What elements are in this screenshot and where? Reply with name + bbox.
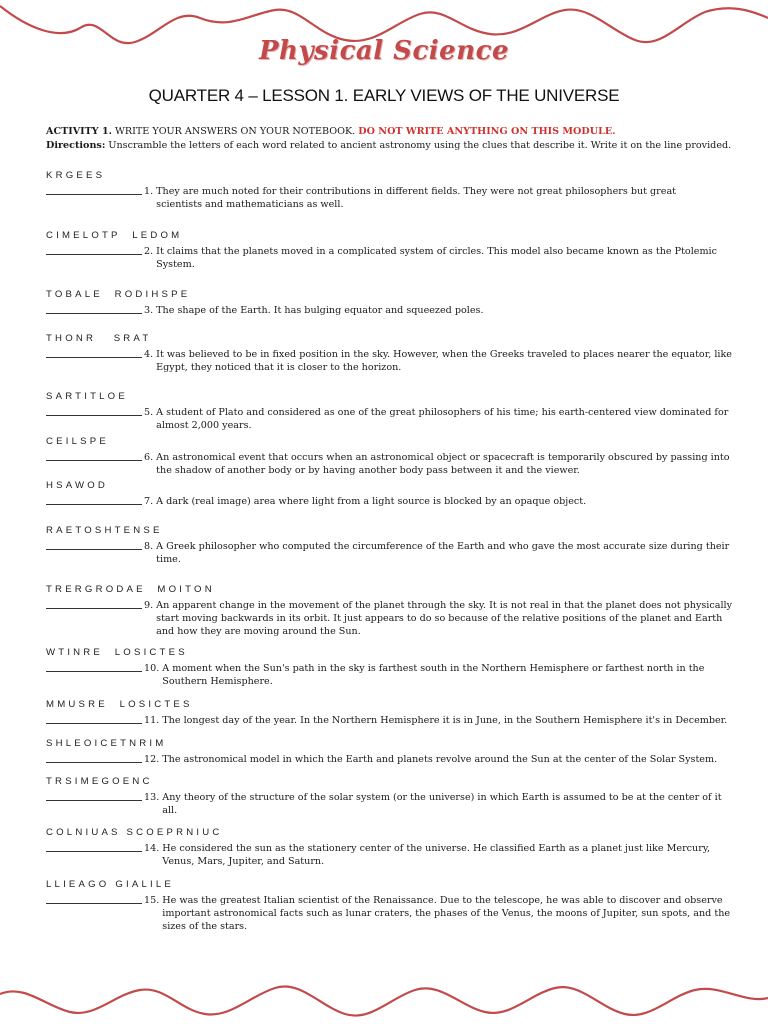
activity-line — [46, 125, 736, 139]
answer-line — [46, 185, 142, 195]
activity-warning: DO NOT WRITE ANYTHING ON THIS MODULE. — [358, 126, 616, 137]
item-number: 14. — [144, 843, 160, 854]
list-item — [46, 827, 736, 868]
item-number: 1. — [144, 186, 154, 197]
item-number: 5. — [144, 407, 154, 418]
answer-line — [46, 791, 142, 801]
clue-text: The astronomical model in which the Earth and planets revolve around the Sun at the center of the Solar System. — [162, 754, 718, 765]
clue-text: A Greek philosopher who computed the circumference of the Earth and who gave the most accurate size during their time. — [156, 541, 730, 565]
item-number: 15. — [144, 895, 160, 906]
scrambled-word: TRSIMEGOENC — [46, 776, 153, 787]
list-item — [46, 584, 736, 638]
list-item — [46, 776, 736, 817]
answer-line — [46, 245, 142, 255]
item-number: 8. — [144, 541, 154, 552]
scrambled-word: CIMELOTP LEDOM — [46, 230, 183, 241]
answer-line — [46, 406, 142, 416]
scrambled-word: WTINRE LOSICTES — [46, 647, 188, 658]
scrambled-word: TOBALE RODIHSPE — [46, 289, 191, 300]
answer-line — [46, 662, 142, 672]
clue-text: It claims that the planets moved in a complicated system of circles. This model also became known as the Ptolemic System. — [156, 246, 717, 270]
clue-text: The shape of the Earth. It has bulging equator and squeezed poles. — [156, 305, 484, 316]
item-number: 10. — [144, 663, 160, 674]
page-title: Physical Science — [259, 36, 509, 66]
item-number: 3. — [144, 305, 154, 316]
list-item — [46, 230, 736, 271]
answer-line — [46, 348, 142, 358]
clue-text: An apparent change in the movement of the planet through the sky. It is not real in that the planet does not physically start moving backwards in its orbit. It just appears to do so because of the relative positions of the planet and Earth and how they are moving around the Sun. — [156, 600, 733, 637]
answer-line — [46, 714, 142, 724]
directions-text: Unscramble the letters of each word related to ancient astronomy using the clues that describe it. Write it on the line provided. — [105, 140, 732, 151]
lesson-subtitle: QUARTER 4 – LESSON 1. EARLY VIEWS OF THE UNIVERSE — [148, 86, 620, 105]
scrambled-word: LLIEAGO GIALILE — [46, 879, 174, 890]
list-item — [46, 525, 736, 566]
clue-text: They are much noted for their contributions in different fields. They were not great philosophers but great scientists and mathematicians as well. — [156, 186, 677, 210]
answer-line — [46, 304, 142, 314]
clue-text: He considered the sun as the stationery center of the universe. He classified Earth as a planet just like Mercury, Venus, Mars, Jupiter, and Saturn. — [162, 843, 711, 867]
item-number: 6. — [144, 452, 154, 463]
scrambled-word: THONR SRAT — [46, 333, 152, 344]
scrambled-word: TRERGRODAE MOITON — [46, 584, 215, 595]
activity-label: ACTIVITY 1. — [46, 126, 112, 137]
answer-line — [46, 599, 142, 609]
scrambled-word: COLNIUAS SCOEPRNIUC — [46, 827, 223, 838]
directions-label: Directions: — [46, 140, 106, 151]
clue-text: An astronomical event that occurs when an astronomical object or spacecraft is temporarily obscured by passing into the shadow of another body or by having another body pass between it and the viewer. — [156, 452, 730, 476]
clue-text: Any theory of the structure of the solar system (or the universe) in which Earth is assumed to be at the center of it all. — [162, 792, 722, 816]
item-number: 2. — [144, 246, 154, 257]
directions-line — [46, 139, 736, 153]
clue-text: He was the greatest Italian scientist of the Renaissance. Due to the telescope, he was able to discover and observe important astronomical facts such as lunar craters, the phases of the Venus, the moons of Jupiter, sun spots, and the sizes of the stars. — [162, 895, 731, 932]
scrambled-word: CEILSPE — [46, 436, 109, 447]
scrambled-word: SARTITLOE — [46, 391, 128, 402]
item-number: 12. — [144, 754, 160, 765]
item-number: 9. — [144, 600, 154, 611]
decorative-wave-bottom — [0, 954, 768, 1024]
answer-line — [46, 495, 142, 505]
scrambled-word: SHLEOICETNRIM — [46, 738, 167, 749]
item-number: 7. — [144, 496, 154, 507]
clue-text: A dark (real image) area where light from a light source is blocked by an opaque object. — [156, 496, 587, 507]
item-number: 11. — [144, 715, 160, 726]
list-item — [46, 170, 736, 211]
list-item — [46, 738, 736, 766]
list-item — [46, 647, 736, 688]
answer-line — [46, 842, 142, 852]
clue-text: The longest day of the year. In the Northern Hemisphere it is in June, in the Southern Hemisphere it's in December. — [162, 715, 728, 726]
list-item — [46, 480, 736, 508]
scrambled-word: HSAWOD — [46, 480, 109, 491]
item-number: 13. — [144, 792, 160, 803]
list-item — [46, 333, 736, 374]
list-item — [46, 879, 736, 933]
item-number: 4. — [144, 349, 154, 360]
list-item — [46, 699, 736, 727]
answer-line — [46, 451, 142, 461]
clue-text: A student of Plato and considered as one of the great philosophers of his time; his earth-centered view dominated for almost 2,000 years. — [156, 407, 729, 431]
scrambled-word: MMUSRE LOSICTES — [46, 699, 193, 710]
scrambled-word: KRGEES — [46, 170, 106, 181]
scrambled-word: RAETOSHTENSE — [46, 525, 163, 536]
answer-line — [46, 540, 142, 550]
list-item — [46, 391, 736, 432]
list-item — [46, 436, 736, 477]
answer-line — [46, 753, 142, 763]
list-item — [46, 289, 736, 317]
clue-text: A moment when the Sun's path in the sky is farthest south in the Northern Hemisphere or farthest north in the Southern Hemisphere. — [162, 663, 705, 687]
activity-instruction: WRITE YOUR ANSWERS ON YOUR NOTEBOOK. — [111, 126, 359, 137]
activity-instructions — [46, 125, 736, 153]
answer-line — [46, 894, 142, 904]
clue-text: It was believed to be in fixed position in the sky. However, when the Greeks traveled to places nearer the equator, like Egypt, they noticed that it is closer to the horizon. — [156, 349, 732, 373]
